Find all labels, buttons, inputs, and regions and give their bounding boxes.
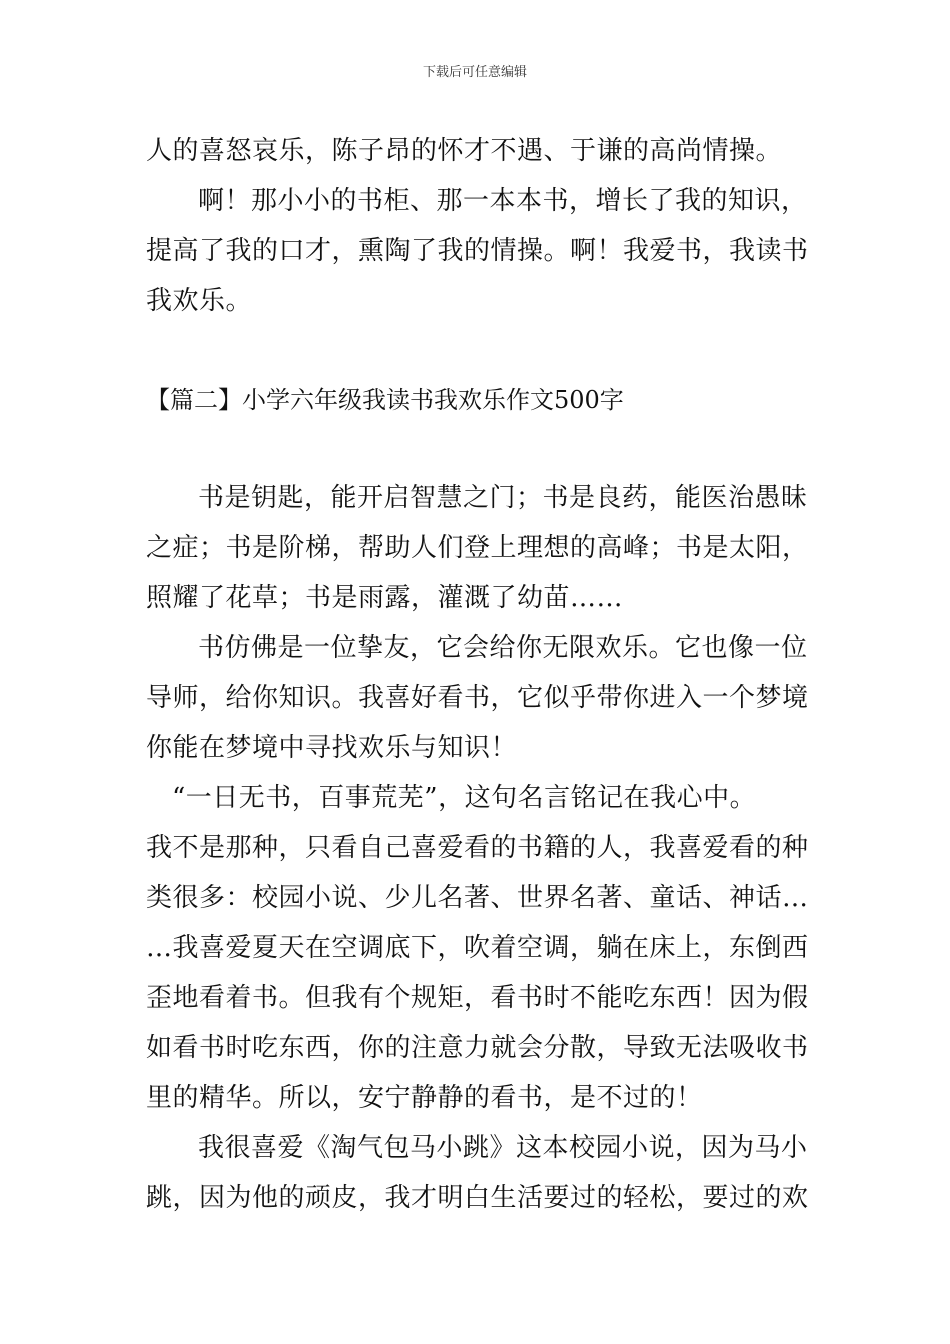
text-line: 导师，给你知识。我喜好看书，它似乎带你进入一个梦境 xyxy=(146,683,809,713)
text-line: 书是钥匙，能开启智慧之门；书是良药，能医治愚昧 xyxy=(198,483,808,513)
text-line: 类很多：校园小说、少儿名著、世界名著、童话、神话… xyxy=(146,883,809,913)
page-header-note: 下载后可任意编辑 xyxy=(422,65,527,80)
text-line: 啊！那小小的书柜、那一本本书，增长了我的知识， xyxy=(198,186,808,216)
text-line: 我不是那种，只看自己喜爱看的书籍的人，我喜爱看的种 xyxy=(146,833,809,863)
text-line: 之症；书是阶梯，帮助人们登上理想的高峰；书是太阳， xyxy=(146,533,809,563)
text-line: 跳，因为他的顽皮，我才明白生活要过的轻松，要过的欢 xyxy=(146,1183,809,1213)
text-line: 书仿佛是一位挚友，它会给你无限欢乐。它也像一位 xyxy=(198,633,808,663)
text-line: 照耀了花草；书是雨露，灌溉了幼苗…… xyxy=(146,583,624,613)
text-line: 你能在梦境中寻找欢乐与知识！ xyxy=(146,733,518,763)
text-line: 我欢乐。 xyxy=(146,286,253,316)
text-line: “一日无书，百事荒芜”，这句名言铭记在我心中。 xyxy=(172,783,757,813)
text-line: 人的喜怒哀乐，陈子昂的怀才不遇、于谦的高尚情操。 xyxy=(146,136,783,166)
text-line: 如看书时吃东西，你的注意力就会分散，导致无法吸收书 xyxy=(146,1033,809,1063)
text-line: …我喜爱夏天在空调底下，吹着空调，躺在床上，东倒西 xyxy=(146,933,809,963)
text-line: 提高了我的口才，熏陶了我的情操。啊！我爱书，我读书 xyxy=(146,236,809,266)
text-line: 里的精华。所以，安宁静静的看书，是不过的！ xyxy=(146,1083,703,1113)
text-line: 我很喜爱《淘气包马小跳》这本校园小说，因为马小 xyxy=(198,1133,808,1163)
text-line: 歪地看着书。但我有个规矩，看书时不能吃东西！因为假 xyxy=(146,983,809,1013)
section-title: 【篇二】小学六年级我读书我欢乐作文500字 xyxy=(146,386,624,414)
